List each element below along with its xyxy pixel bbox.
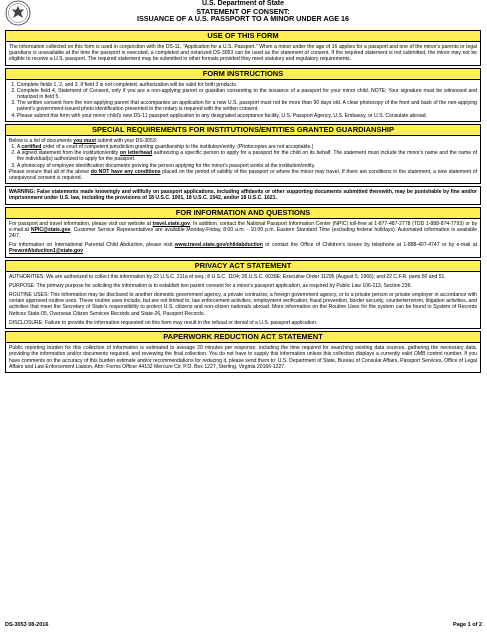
privacy-routine-uses: ROUTINE USES: This information may be disclosed to another domestic government agency, a private contractor, a foreign government agency, or to a private person or private employer in accordance with certain approved routine uses. These routine uses include, but are not limited to, law enforcement activities, employment verification, fraud prevention, border security, counterterrorism, litigation activities, and activities that meet the Secretary of State's responsibility to protect U.S. citizens and non-citizen nationals abroad. More information on the Routine Uses for the system can be found in System of Records Notices State-05, Overseas Citizen Services Records and State-26, Passport Records. xyxy=(9,292,477,317)
privacy-disclosure: DISCLOSURE: Failure to provide the information requested on this form may result in the refusal or denial of a U.S. passport application. xyxy=(9,319,318,326)
info-paragraph: For information on International Parental Child Abduction, please visit www.travel.state.gov/childabduction or contact the Office of Children's Issues by telephone at 1-888-407-4747 or by e-mail at PreventAbduction1@state.gov xyxy=(9,242,477,255)
use-text: The information collected on this form is used in conjunction with the DS-11, "Application for a U.S. Passport." When a minor under the age of 16 applies for a passport and one of the minor's parents or legal guardians is unavailable at the time the passport is executed, a completed and notarized DS-3053 can be used as the statement of consent. If the required statement is not submitted, the minor may not be eligible to receive a U.S. passport. The required statement may be submitted in other formats provided they meet statutory and regulatory requirements. xyxy=(9,44,477,63)
department-name: U.S. Department of State xyxy=(201,0,285,7)
paperwork-heading: PAPERWORK REDUCTION ACT STATEMENT xyxy=(6,332,480,343)
form-header xyxy=(5,0,481,28)
form-number: DS-3053 08-2016 xyxy=(5,622,49,628)
info-heading: FOR INFORMATION AND QUESTIONS xyxy=(6,208,480,219)
special-item: 1. A certified order of a court of competent jurisdiction granting guardianship to the institution/entity. (Photocopies are not acceptable.) xyxy=(17,144,477,150)
special-note: Please ensure that all of the above do NOT have any conditions placed on the period of validity of the passport or where the minor may travel. If there are conditions in the statement, a new statement of unequivocal consent is required. xyxy=(9,168,477,182)
paperwork-section xyxy=(5,331,481,373)
page-number: Page 1 of 2 xyxy=(452,622,482,628)
use-heading: USE OF THIS FORM xyxy=(6,31,480,42)
special-requirements-section xyxy=(5,124,481,184)
special-list xyxy=(9,144,477,169)
state-department-seal-icon xyxy=(5,0,31,26)
privacy-purpose: PURPOSE: The primary purpose for soliciting the information is to establish two parent consent for a minor's passport application, as required by Public Law 106-113, Section 236. xyxy=(9,282,412,289)
special-intro: Below is a list of documents you must submit with your DS-3053: xyxy=(9,137,158,144)
instruction-item: 3. The written consent from the non-applying parent that accompanies an application for a new U.S. passport must not be more than 90 days old. A clear photocopy of the front and back of the non-applying parent's government-issued photo identification presented to the notary is required with the written consent. xyxy=(17,100,477,112)
instruction-item: 4. Please submit this form with your minor child's new DS-11 passport application to any designated acceptance facility, U.S. Passport Agency, U.S. Embassy, or U.S. Consulate abroad. xyxy=(17,113,477,119)
special-item: 2. A signed statement from the institution/entity on letterhead authorizing a specific person to apply for a passport for the child on its behalf. The statement must include the minor's name and the name of the individual(s) authorized to apply for the passport. xyxy=(17,150,477,162)
use-section xyxy=(5,30,481,66)
privacy-authorities: AUTHORITIES: We are authorized to collect this information by 22 U.S.C. 211a et seq.; 8 U.S.C. 1104; 26 U.S.C. 6039E; Executive Order 11295 (August 5, 1966); and 22 C.F.R. parts 50 and 51. xyxy=(9,273,446,280)
instruction-item: 2. Complete field 4, Statement of Consent, only if you are a non-applying parent or guardian consenting to the issuance of a passport for your minor child. NOTE: Your signature must be witnessed and notarized in field 5. xyxy=(17,88,477,100)
special-item: 3. A photocopy of employee identification documents proving the person applying for the minor's passport works at the institution/entity. xyxy=(17,163,477,169)
travel-state-gov-link[interactable]: travel.state.gov xyxy=(152,220,190,227)
form-subtitle: ISSUANCE OF A U.S. PASSPORT TO A MINOR UNDER AGE 16 xyxy=(136,14,350,23)
instructions-section xyxy=(5,68,481,122)
privacy-section xyxy=(5,260,481,329)
paperwork-text: Public reporting burden for this collection of information is estimated to average 20 minutes per response, including the time required for searching existing data sources, gathering the necessary data, providing the information and/or documents required, and reviewing the final collection. You do not have to supply this information unless this collection displays a currently valid OMB control number. If you have comments on the accuracy of this burden estimate and/or recommendations for reducing it, please send them to: U.S. Department of State, Bureau of Consular Affairs, Passport Services, Office of Legal Affairs and Law Enforcement Liaison, Attn: Forms Officer 44132 Mercure Cir, P.O. Box 1227, Sterling, Virginia 20166-1227. xyxy=(9,345,477,370)
info-section xyxy=(5,207,481,258)
instruction-item: 1. Complete fields 1, 2, and 3. If field 3 is not completed, authorization will be valid for both products. xyxy=(17,82,477,88)
privacy-heading: PRIVACY ACT STATEMENT xyxy=(6,261,480,272)
npic-email-link[interactable]: NPIC@state.gov xyxy=(30,226,71,233)
page-footer xyxy=(5,622,482,628)
warning-box: WARNING: False statements made knowingly and willfully on passport applications, including affidavits or other supporting documents submitted therewith, may be punishable by fine and/or imprisonment under U.S. law, including the provisions of 18 U.S.C. 1001, 18 U.S.C. 1542, and/or 18 U.S.C. 1621. xyxy=(5,186,481,204)
prevent-abduction-email-link[interactable]: PreventAbduction1@state.gov xyxy=(9,248,84,255)
form-page xyxy=(5,0,481,373)
info-paragraph: For passport and travel information, please visit our website at travel.state.gov. In addition, contact the National Passport Information Center (NPIC) toll-free at 1-877-487-2778 (TDD 1-888-874-7793) or by e-mail at NPIC@state.gov. Customer Service Representatives are available Monday-Friday, 8:00 a.m. - 10:00 p.m. Eastern Standard Time (excluding federal holidays). Automated information is available 24/7. xyxy=(9,220,477,240)
special-heading: SPECIAL REQUIREMENTS FOR INSTITUTIONS/ENTITIES GRANTED GUARDIANSHIP xyxy=(6,125,480,136)
instructions-heading: FORM INSTRUCTIONS xyxy=(6,69,480,80)
child-abduction-link[interactable]: www.travel.state.gov/childabduction xyxy=(174,242,263,249)
instructions-list xyxy=(9,82,477,119)
form-title: STATEMENT OF CONSENT: xyxy=(196,6,290,16)
